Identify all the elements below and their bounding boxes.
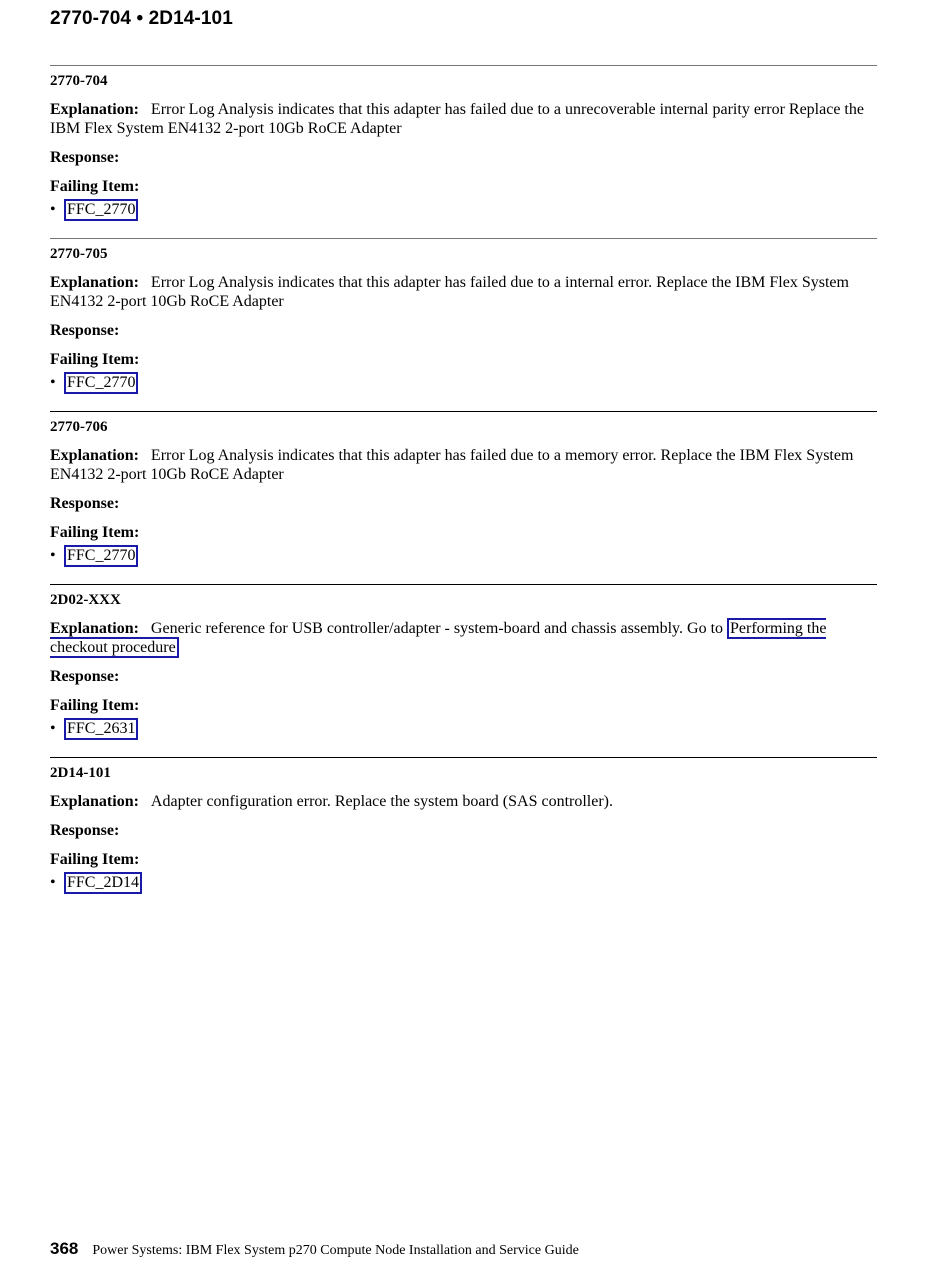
explanation-text: Generic reference for USB controller/adapter - system-board and chassis assembly. Go to [150, 620, 728, 637]
bullet-icon: • [50, 374, 56, 391]
error-entry [50, 584, 877, 757]
page-footer [50, 1239, 579, 1259]
page-header-title: 2770-704 • 2D14-101 [50, 8, 233, 29]
response-label: Response: [50, 495, 120, 512]
error-code: 2D14-101 [50, 765, 111, 781]
explanation-paragraph [50, 792, 877, 811]
failing-item-link[interactable]: FFC_2631 [64, 718, 138, 740]
failing-item [50, 872, 877, 894]
failing-item [50, 199, 877, 221]
response-label: Response: [50, 149, 120, 166]
response-label: Response: [50, 668, 120, 685]
explanation-text: Adapter configuration error. Replace the system board (SAS controller). [150, 793, 613, 810]
failing-item-link[interactable]: FFC_2770 [64, 199, 138, 221]
explanation-text: Error Log Analysis indicates that this adapter has failed due to a internal error. Replace the IBM Flex System EN4132 2-port 10Gb RoCE Adapter [50, 274, 849, 310]
explanation-label: Explanation: [50, 101, 139, 118]
error-code-list [50, 65, 877, 930]
bullet-icon: • [50, 547, 56, 564]
error-entry [50, 757, 877, 930]
error-code: 2770-706 [50, 419, 108, 435]
error-code: 2770-704 [50, 73, 108, 89]
explanation-paragraph [50, 619, 877, 657]
error-code: 2770-705 [50, 246, 108, 262]
footer-title: Power Systems: IBM Flex System p270 Compute Node Installation and Service Guide [92, 1243, 579, 1258]
failing-item-link[interactable]: FFC_2D14 [64, 872, 142, 894]
checkout-procedure-link[interactable]: Performing the checkout procedure [50, 620, 827, 656]
explanation-label: Explanation: [50, 793, 139, 810]
failing-item [50, 372, 877, 394]
explanation-label: Explanation: [50, 620, 139, 637]
failing-item-label: Failing Item: [50, 351, 140, 368]
bullet-icon: • [50, 201, 56, 218]
error-entry [50, 65, 877, 238]
failing-item-label: Failing Item: [50, 697, 140, 714]
failing-item-link[interactable]: FFC_2770 [64, 545, 138, 567]
failing-item-link[interactable]: FFC_2770 [64, 372, 138, 394]
explanation-label: Explanation: [50, 274, 139, 291]
explanation-text: Error Log Analysis indicates that this adapter has failed due to a unrecoverable internal parity error Replace the IBM Flex System EN4132 2-port 10Gb RoCE Adapter [50, 101, 864, 137]
error-entry [50, 238, 877, 411]
response-label: Response: [50, 322, 120, 339]
bullet-icon: • [50, 720, 56, 737]
explanation-paragraph [50, 273, 877, 311]
explanation-paragraph [50, 100, 877, 138]
error-entry [50, 411, 877, 584]
failing-item [50, 545, 877, 567]
bullet-icon: • [50, 874, 56, 891]
page-number: 368 [50, 1239, 79, 1258]
explanation-paragraph [50, 446, 877, 484]
failing-item-label: Failing Item: [50, 178, 140, 195]
failing-item-label: Failing Item: [50, 524, 140, 541]
failing-item-label: Failing Item: [50, 851, 140, 868]
error-code: 2D02-XXX [50, 592, 121, 608]
failing-item [50, 718, 877, 740]
response-label: Response: [50, 822, 120, 839]
explanation-label: Explanation: [50, 447, 139, 464]
explanation-text: Error Log Analysis indicates that this adapter has failed due to a memory error. Replace the IBM Flex System EN4132 2-port 10Gb RoCE Adapter [50, 447, 854, 483]
